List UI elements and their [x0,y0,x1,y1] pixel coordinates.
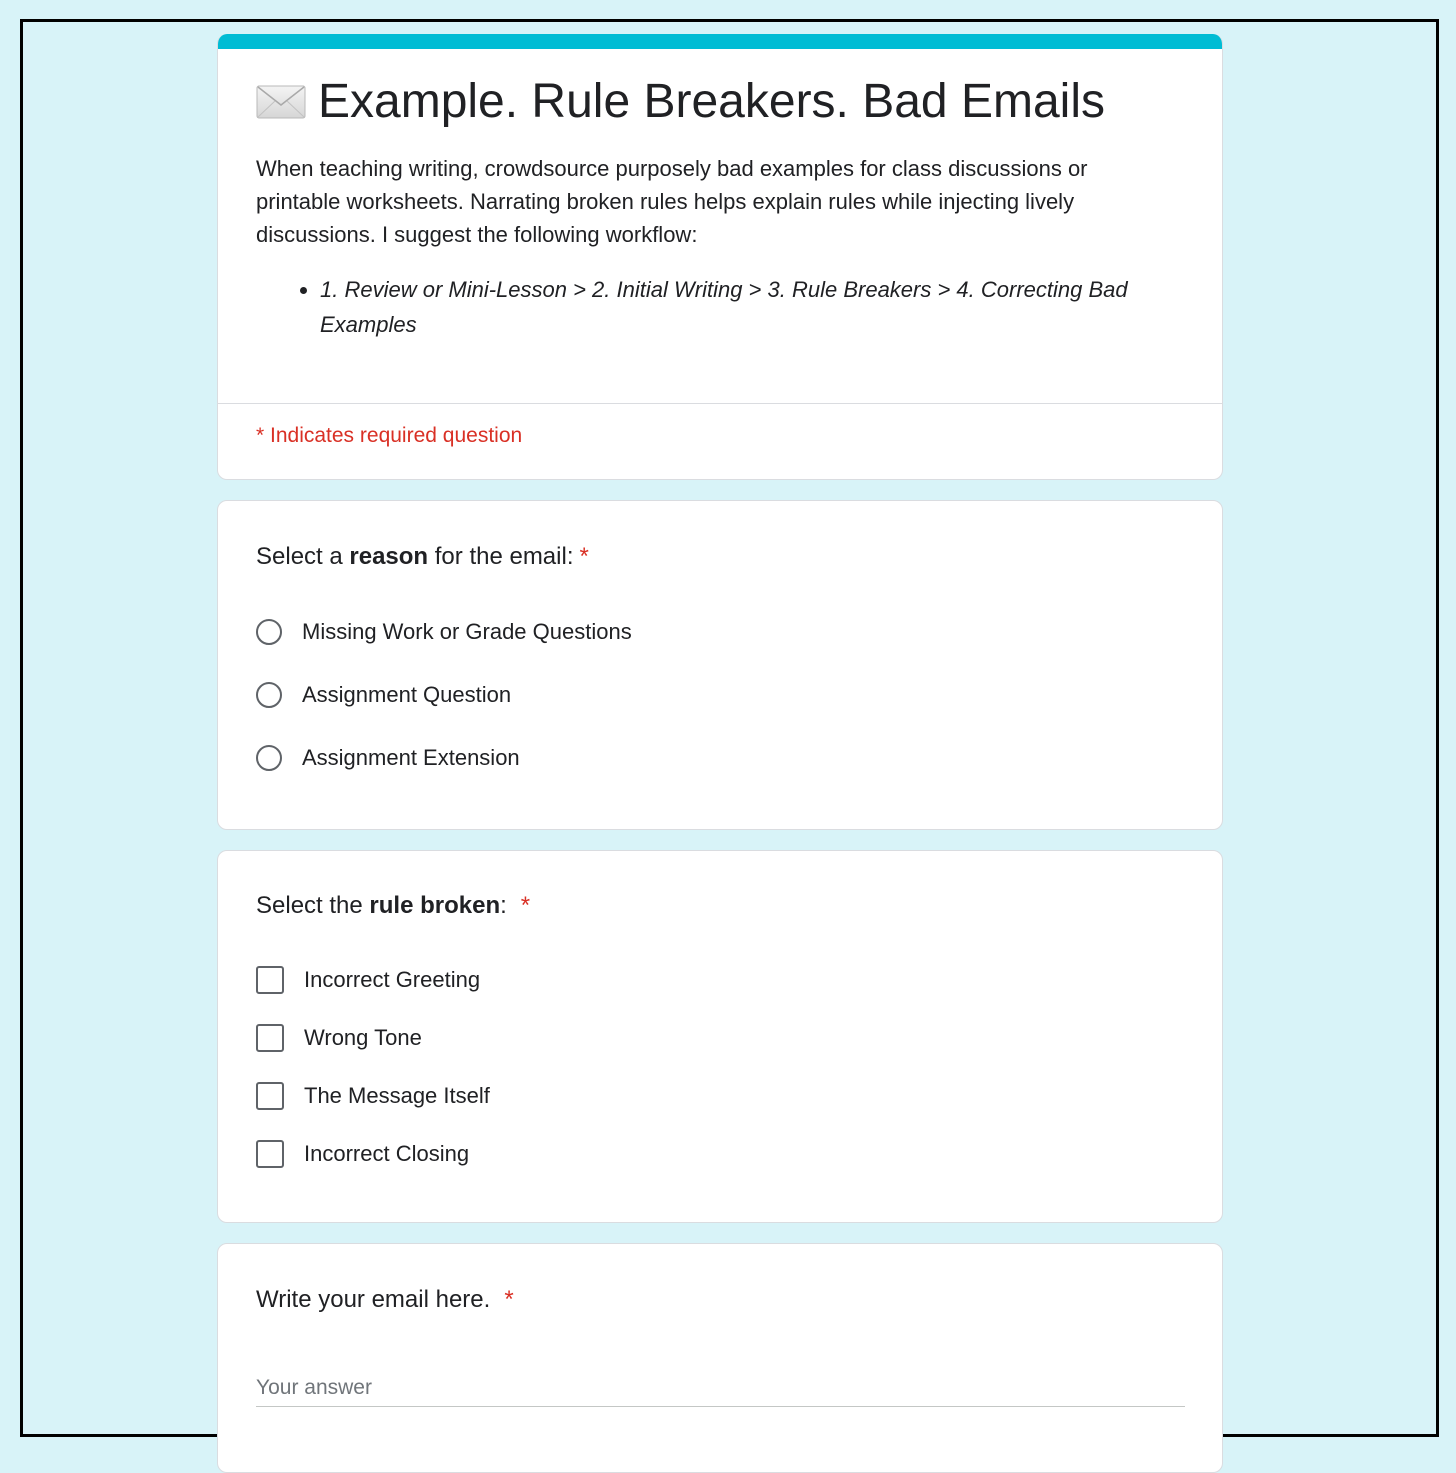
checkbox-option-message-itself[interactable] [256,1081,490,1111]
question-card-rule-broken [217,850,1223,1223]
form-header-card [217,34,1223,480]
checkbox[interactable] [256,966,284,994]
radio-option-assignment-question[interactable] [256,680,511,710]
checkbox[interactable] [256,1082,284,1110]
question-title-label: Write your email here. [256,1286,491,1313]
radio-option-label: Assignment Question [302,682,512,707]
checkbox-option-incorrect-closing[interactable] [256,1139,469,1169]
question-card-reason [217,500,1223,830]
radio-option-missing-work[interactable] [256,617,632,647]
required-asterisk: * [520,892,531,919]
question-title-rule-broken [256,890,530,922]
required-asterisk: * [504,1286,514,1313]
checkbox-option-label: Incorrect Closing [304,1141,470,1166]
workflow-list [278,272,1200,342]
question-title-suffix: for the email: [428,543,574,570]
question-title-reason [256,541,589,573]
radio-button[interactable] [256,682,282,708]
checkbox[interactable] [256,1024,284,1052]
required-asterisk: * [579,543,589,570]
email-answer-input[interactable] [256,1370,1185,1407]
form-title-row [256,74,1105,130]
checkbox-option-label: Wrong Tone [304,1025,422,1050]
checkbox-option-wrong-tone[interactable] [256,1023,422,1053]
question-title-bold: reason [349,543,429,570]
radio-button[interactable] [256,745,282,771]
question-card-email [217,1243,1223,1473]
question-title-email [256,1284,514,1316]
radio-option-label: Missing Work or Grade Questions [302,619,632,644]
question-title-prefix: Select a [256,543,350,570]
question-title-suffix: : [500,892,507,919]
radio-option-assignment-extension[interactable] [256,743,520,773]
header-divider [218,403,1222,404]
required-question-note: * Indicates required question [256,424,523,447]
checkbox-option-incorrect-greeting[interactable] [256,965,480,995]
checkbox-option-label: Incorrect Greeting [304,967,481,992]
header-accent-bar [218,34,1222,49]
workflow-list-item: • 1. Review or Mini-Lesson > 2. Initial Writing > 3. Rule Breakers > 4. Correcting Bad Examples [320,272,1200,342]
checkbox[interactable] [256,1140,284,1168]
form-description: When teaching writing, crowdsource purposely bad examples for class discussions or printable worksheets. Narrating broken rules helps explain rules while injecting lively discussions. I suggest the following workflow: [256,156,1088,247]
radio-button[interactable] [256,619,282,645]
question-title-prefix: Select the [256,892,370,919]
question-title-bold: rule broken [369,892,501,919]
radio-option-label: Assignment Extension [302,745,520,770]
checkbox-option-label: The Message Itself [304,1083,490,1108]
form-title: Example. Rule Breakers. Bad Emails [318,75,1105,128]
envelope-icon [256,85,306,119]
